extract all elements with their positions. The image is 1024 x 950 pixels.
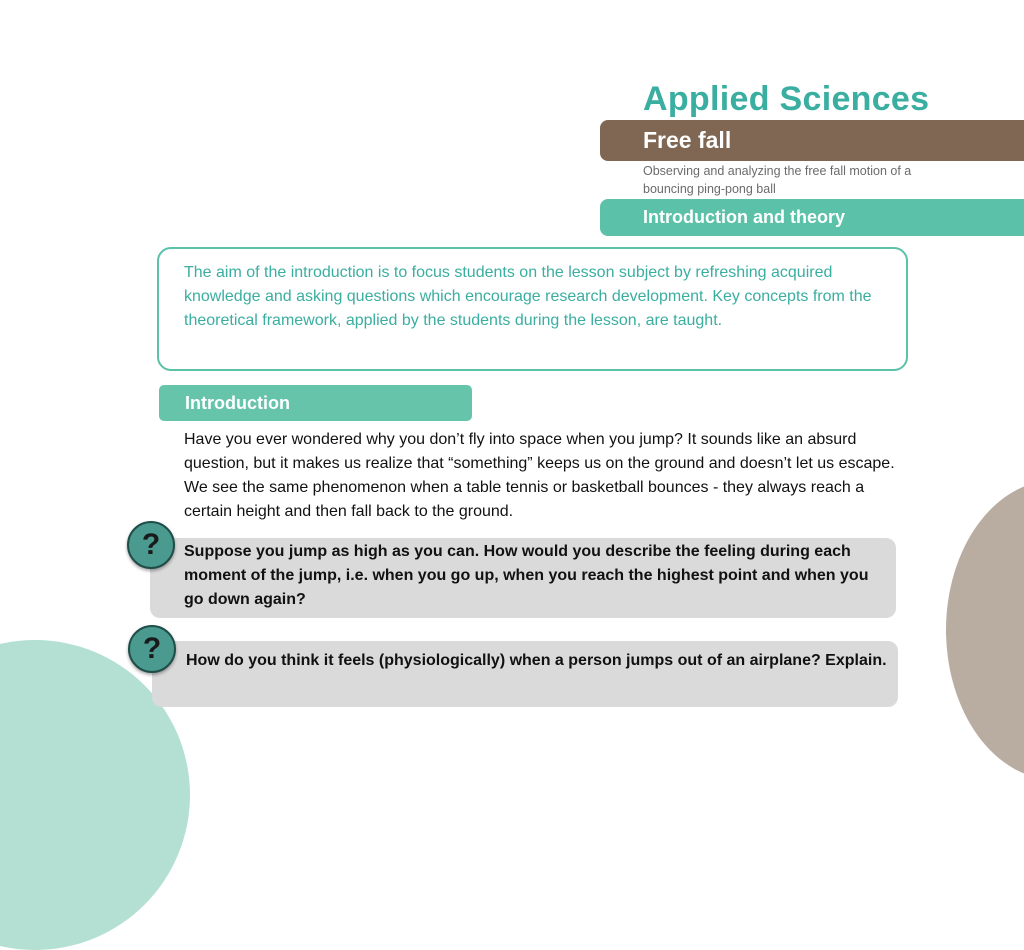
- logo: Applied Sciences: [643, 80, 930, 118]
- decorative-circle-right: [946, 480, 1024, 780]
- title-bar: [600, 120, 1024, 161]
- aim-box: The aim of the introduction is to focus students on the lesson subject by refreshing acquired knowledge and asking questions which encourage research development. Key concepts from the theoretical framework, applied by the students during the lesson, are taught.: [157, 247, 908, 371]
- question-icon: ?: [128, 625, 176, 673]
- question-icon: ?: [127, 521, 175, 569]
- introduction-tab: [159, 385, 472, 421]
- page-subtitle: Observing and analyzing the free fall motion of a bouncing ping-pong ball: [643, 164, 912, 196]
- section-bar: [600, 199, 1024, 236]
- introduction-heading: Introduction: [185, 393, 290, 413]
- question-box: [152, 641, 898, 707]
- section-title: Introduction and theory: [643, 207, 845, 227]
- introduction-text: Have you ever wondered why you don’t fly into space when you jump? It sounds like an absurd question, but it makes us realize that “something” keeps us on the ground and doesn’t let us escape. We see the same phenomenon when a table tennis or basketball bounces - they always reach a certain height and then fall back to the ground.: [184, 431, 895, 520]
- question-text: Suppose you jump as high as you can. How would you describe the feeling during each moment of the jump, i.e. when you go up, when you reach the highest point and when you go down again?: [184, 543, 869, 608]
- question-text: How do you think it feels (physiologically) when a person jumps out of an airplane? Explain.: [186, 652, 887, 669]
- page-title: Free fall: [643, 127, 732, 153]
- question-box: [150, 538, 896, 618]
